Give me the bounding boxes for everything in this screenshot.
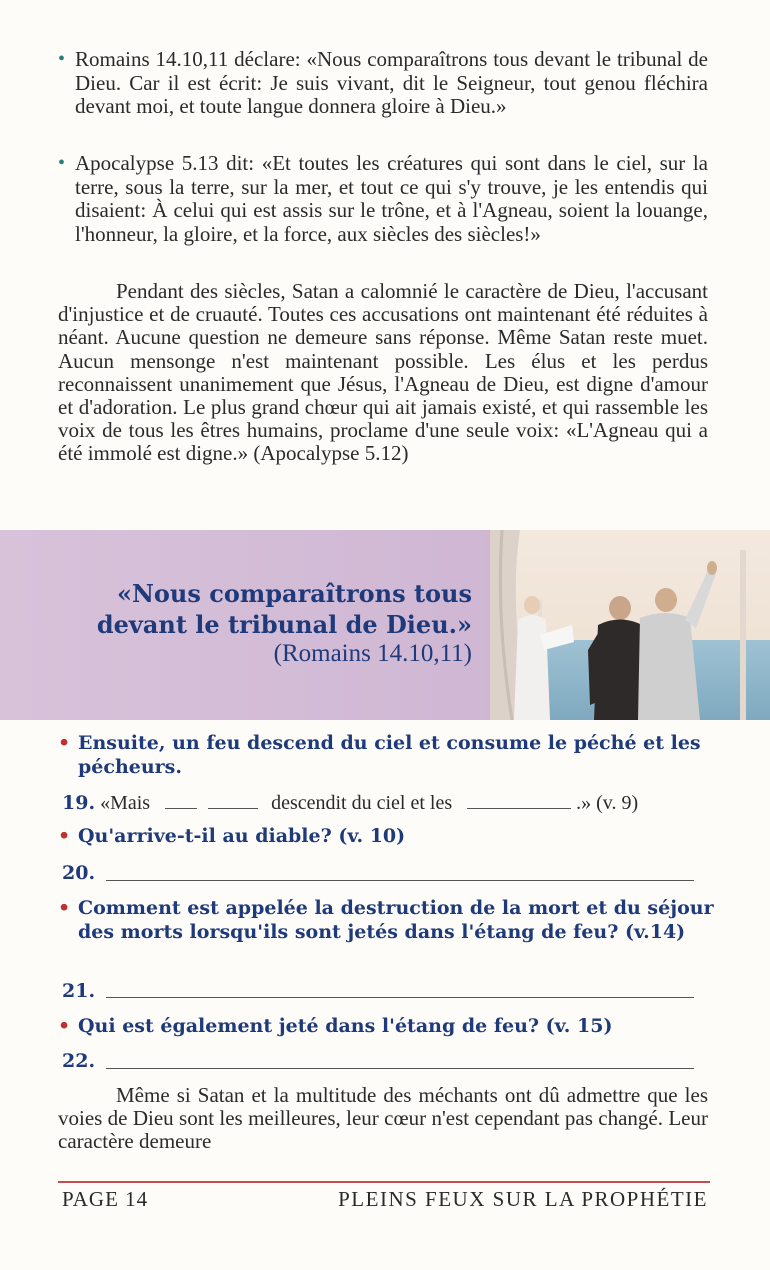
footer-page-number: PAGE 14 xyxy=(62,1187,149,1211)
banner-reference: (Romains 14.10,11) xyxy=(273,640,472,667)
question-19-part2: descendit du ciel et les xyxy=(271,792,453,814)
question-19 xyxy=(62,790,722,815)
banner-quote-line2: devant le tribunal de Dieu.» xyxy=(96,610,472,639)
bullet-dot-icon: • xyxy=(58,732,71,754)
question-20-number: 20. xyxy=(62,862,96,884)
question-22-text: Qui est également jeté dans l'étang de feu? (v. 15) xyxy=(78,1015,613,1037)
question-19-part3: .» (v. 9) xyxy=(576,792,639,814)
question-19-part1: «Mais xyxy=(100,792,151,814)
bullet-dot-icon: • xyxy=(58,152,66,174)
paragraph-final: Même si Satan et la multitude des méchants ont dû admettre que les voies de Dieu sont les meilleures, leur cœur n'est cependant pas changé. Leur caractère demeure xyxy=(58,1083,708,1154)
answer-blank-19c[interactable] xyxy=(467,790,571,809)
question-intro xyxy=(58,731,718,779)
banner-quote-line1: «Nous comparaîtrons tous xyxy=(116,579,472,608)
paragraph-satan: Pendant des siècles, Satan a calomnié le caractère de Dieu, l'accusant d'injustice et de cruauté. Toutes ces accusations ont maintenant été réduites à néant. Aucune question ne demeure sans réponse. Même Satan reste muet. Aucun mensonge n'est maintenant possible. Les élus et les perdus reconnaissent unanimement que Jésus, l'Agneau de Dieu, est digne d'amour et d'adoration. Le plus grand chœur qui ait jamais existé, et qui rassemble les voix de tous les êtres humains, proclame d'une seule voix: «L'Agneau qui a été immolé est digne.» (Apocalypse 5.12) xyxy=(58,279,708,466)
bullet-dot-icon: • xyxy=(58,48,66,70)
bullet-dot-icon: • xyxy=(58,897,71,919)
answer-line-22[interactable] xyxy=(106,1068,694,1069)
bullet-dot-icon: • xyxy=(58,1015,71,1037)
question-21 xyxy=(58,896,718,944)
bullet-apocalypse xyxy=(58,152,708,246)
bullet-text: Apocalypse 5.13 dit: «Et toutes les créatures qui sont dans le ciel, sur la terre, sous la terre, sur la mer, et tout ce qui s'y trouve, je les entendis qui disaient: À celui qui est assis sur le trône, et à l'Agneau, soient la louange, l'honneur, la gloire, et la force, aux siècles des siècles!» xyxy=(75,151,708,246)
bullet-romains xyxy=(58,48,708,119)
answer-blank-19a[interactable] xyxy=(165,790,197,809)
question-20 xyxy=(58,824,718,848)
question-22 xyxy=(58,1014,718,1038)
question-22-number: 22. xyxy=(62,1050,96,1072)
footer-rule xyxy=(58,1181,710,1183)
answer-line-20[interactable] xyxy=(106,880,694,881)
question-19-number: 19. xyxy=(62,792,96,814)
quote-banner xyxy=(0,530,770,720)
footer-title: PLEINS FEUX SUR LA PROPHÉTIE xyxy=(338,1187,708,1211)
banner-quote xyxy=(60,578,472,640)
question-21-number: 21. xyxy=(62,980,96,1002)
answer-blank-19b[interactable] xyxy=(208,790,258,809)
judgment-scene-illustration xyxy=(490,530,770,720)
question-21-text: Comment est appelée la destruction de la mort et du séjour des morts lorsqu'ils sont jetés dans l'étang de feu? (v.14) xyxy=(78,897,714,943)
question-20-text: Qu'arrive-t-il au diable? (v. 10) xyxy=(78,825,406,847)
bullet-dot-icon: • xyxy=(58,825,71,847)
question-intro-text: Ensuite, un feu descend du ciel et consume le péché et les pécheurs. xyxy=(78,732,701,778)
answer-line-21[interactable] xyxy=(106,997,694,998)
illustration-image xyxy=(490,530,770,720)
bullet-text: Romains 14.10,11 déclare: «Nous comparaîtrons tous devant le tribunal de Dieu. Car il est écrit: Je suis vivant, dit le Seigneur, tout genou fléchira devant moi, et toute langue donnera gloire à Dieu.» xyxy=(75,47,708,118)
